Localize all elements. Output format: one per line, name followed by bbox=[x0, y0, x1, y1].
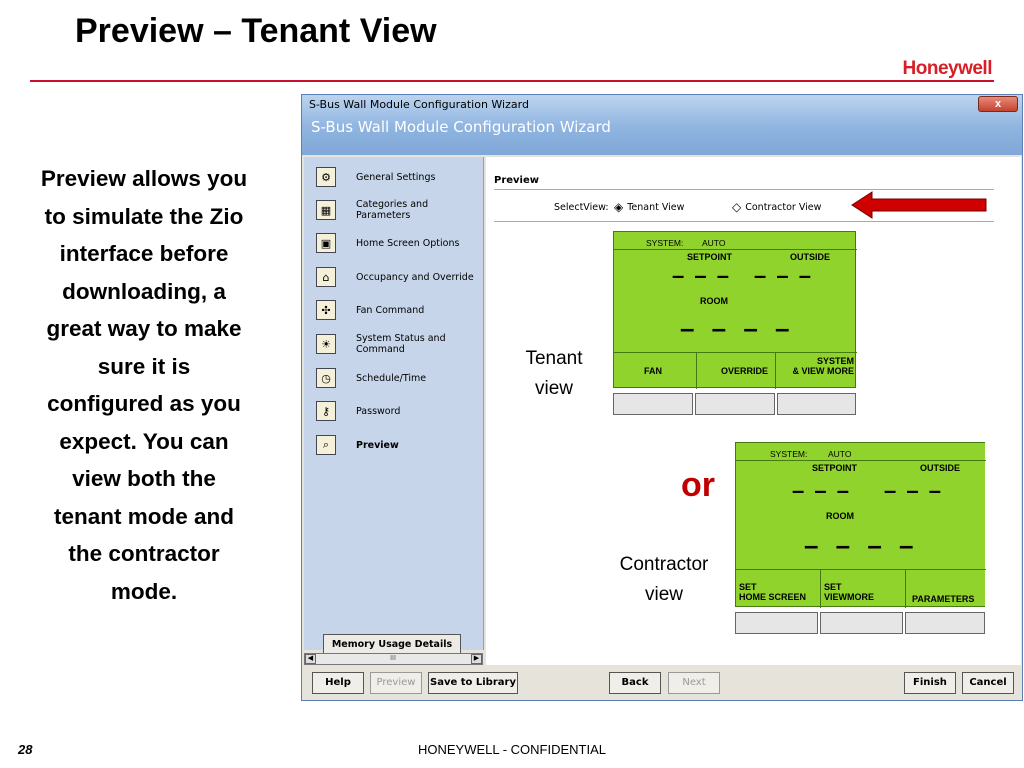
title-divider bbox=[30, 80, 994, 82]
room-value: – – – – bbox=[680, 313, 795, 343]
scroll-thumb[interactable]: III bbox=[390, 655, 396, 662]
panel-heading: Preview bbox=[494, 175, 540, 186]
tenant-softkey-1[interactable] bbox=[613, 393, 693, 415]
lcd-divider bbox=[905, 569, 906, 608]
close-button[interactable]: x bbox=[978, 96, 1018, 112]
tenant-view-annotation: Tenant view bbox=[525, 348, 583, 399]
sidebar-item-home-screen[interactable] bbox=[316, 229, 484, 257]
sidebar-item-label: Preview bbox=[356, 439, 399, 451]
lcd-divider bbox=[775, 352, 776, 389]
lcd-divider bbox=[736, 569, 986, 570]
home-screen-icon: ▣ bbox=[316, 233, 336, 253]
sidebar-item-fan-command[interactable] bbox=[316, 296, 484, 324]
sidebar-item-password[interactable] bbox=[316, 397, 484, 425]
system-value: AUTO bbox=[702, 238, 726, 248]
system-label: SYSTEM: bbox=[770, 449, 808, 459]
lcd-divider bbox=[614, 352, 857, 353]
lcd-divider bbox=[696, 352, 697, 389]
wizard-heading: S-Bus Wall Module Configuration Wizard bbox=[311, 118, 611, 136]
page-number: 28 bbox=[18, 742, 33, 757]
select-view-label: SelectView: bbox=[554, 202, 609, 213]
setpoint-value: – – – bbox=[672, 263, 731, 288]
sidebar-item-label: Categories and Parameters bbox=[356, 199, 429, 221]
room-label: ROOM bbox=[700, 296, 728, 306]
radio-tenant-view[interactable] bbox=[614, 200, 684, 214]
scroll-right-icon[interactable]: ▶ bbox=[471, 654, 482, 664]
setpoint-value: – – – bbox=[792, 478, 851, 503]
sidebar-item-label: System Status and Command bbox=[356, 333, 446, 355]
contractor-softkey-2[interactable] bbox=[820, 612, 903, 634]
room-label: ROOM bbox=[826, 511, 854, 521]
preview-button[interactable]: Preview bbox=[370, 672, 422, 694]
room-value: – – – – bbox=[804, 530, 919, 560]
window-title-small: S-Bus Wall Module Configuration Wizard bbox=[309, 98, 529, 111]
radio-selected-icon: ◈ bbox=[614, 200, 624, 214]
tenant-softkey-3[interactable] bbox=[777, 393, 856, 415]
outside-value: – – – bbox=[884, 478, 943, 503]
sidebar-item-categories[interactable] bbox=[316, 196, 484, 224]
outside-label: OUTSIDE bbox=[790, 252, 831, 262]
lcd-divider bbox=[820, 569, 821, 608]
schedule-icon: ◷ bbox=[316, 368, 336, 388]
red-arrow-icon bbox=[850, 190, 990, 220]
wizard-sidebar bbox=[304, 157, 484, 650]
lcd-fan-label: FAN bbox=[644, 366, 662, 376]
sidebar-item-label: Home Screen Options bbox=[356, 237, 460, 249]
sidebar-item-label: Schedule/Time bbox=[356, 372, 427, 384]
radio-contractor-view[interactable] bbox=[732, 200, 821, 214]
radio-label: Tenant View bbox=[627, 201, 685, 213]
honeywell-logo: Honeywell bbox=[902, 58, 992, 79]
radio-unselected-icon: ◇ bbox=[732, 200, 742, 214]
sidebar-item-general-settings[interactable] bbox=[316, 163, 484, 191]
help-button[interactable]: Help bbox=[312, 672, 364, 694]
radio-label: Contractor View bbox=[745, 201, 822, 213]
wizard-footer bbox=[304, 665, 1020, 698]
categories-icon: ▦ bbox=[316, 200, 336, 220]
description-text: Preview allows you to simulate the Zio interface before downloading, a great way to make sure it is configured as you expect. You can view both the tenant mode and the contractor mode. bbox=[40, 166, 248, 604]
cancel-button[interactable]: Cancel bbox=[962, 672, 1014, 694]
save-to-library-button[interactable]: Save to Library bbox=[428, 672, 518, 694]
setpoint-label: SETPOINT bbox=[687, 252, 733, 262]
sidebar-item-occupancy[interactable] bbox=[316, 263, 484, 291]
next-button[interactable]: Next bbox=[668, 672, 720, 694]
system-label: SYSTEM: bbox=[646, 238, 684, 248]
system-value: AUTO bbox=[828, 449, 852, 459]
scroll-left-icon[interactable]: ◀ bbox=[305, 654, 316, 664]
fan-icon: ✣ bbox=[316, 300, 336, 320]
back-button[interactable]: Back bbox=[609, 672, 661, 694]
tenant-softkey-2[interactable] bbox=[695, 393, 775, 415]
outside-value: – – – bbox=[754, 263, 813, 288]
contractor-softkey-1[interactable] bbox=[735, 612, 818, 634]
lcd-set-home-screen-label: SET HOME SCREEN bbox=[739, 582, 807, 602]
sidebar-scrollbar[interactable] bbox=[304, 653, 483, 665]
key-icon: ⚷ bbox=[316, 401, 336, 421]
settings-icon: ⚙ bbox=[316, 167, 336, 187]
contractor-lcd-display bbox=[735, 442, 985, 607]
slide-title: Preview – Tenant View bbox=[75, 12, 437, 50]
system-status-icon: ☀ bbox=[316, 334, 336, 354]
sidebar-item-preview[interactable] bbox=[316, 431, 484, 459]
contractor-view-annotation: Contractor view bbox=[619, 554, 709, 605]
or-annotation: or bbox=[681, 466, 715, 504]
memory-usage-button[interactable]: Memory Usage Details bbox=[323, 634, 461, 655]
setpoint-label: SETPOINT bbox=[812, 463, 858, 473]
lcd-divider bbox=[614, 249, 857, 250]
lcd-set-viewmore-label: SET VIEWMORE bbox=[824, 582, 875, 602]
confidential-footer: HONEYWELL - CONFIDENTIAL bbox=[417, 742, 607, 757]
finish-button[interactable]: Finish bbox=[904, 672, 956, 694]
window-titlebar[interactable] bbox=[302, 95, 1022, 155]
tenant-lcd-display bbox=[613, 231, 856, 388]
preview-icon: ⌕ bbox=[316, 435, 336, 455]
sidebar-item-label: Occupancy and Override bbox=[356, 271, 474, 283]
sidebar-item-label: Fan Command bbox=[356, 304, 425, 316]
sidebar-item-label: General Settings bbox=[356, 171, 436, 183]
house-icon: ⌂ bbox=[316, 267, 336, 287]
sidebar-item-label: Password bbox=[356, 405, 401, 417]
contractor-softkey-3[interactable] bbox=[905, 612, 985, 634]
sidebar-item-schedule[interactable] bbox=[316, 364, 484, 392]
sidebar-item-system-status[interactable] bbox=[316, 330, 484, 358]
lcd-system-label: SYSTEM & VIEW MORE bbox=[792, 356, 854, 376]
lcd-parameters-label: PARAMETERS bbox=[912, 594, 975, 604]
lcd-divider bbox=[736, 460, 986, 461]
divider bbox=[494, 221, 994, 222]
outside-label: OUTSIDE bbox=[920, 463, 961, 473]
lcd-override-label: OVERRIDE bbox=[721, 366, 769, 376]
